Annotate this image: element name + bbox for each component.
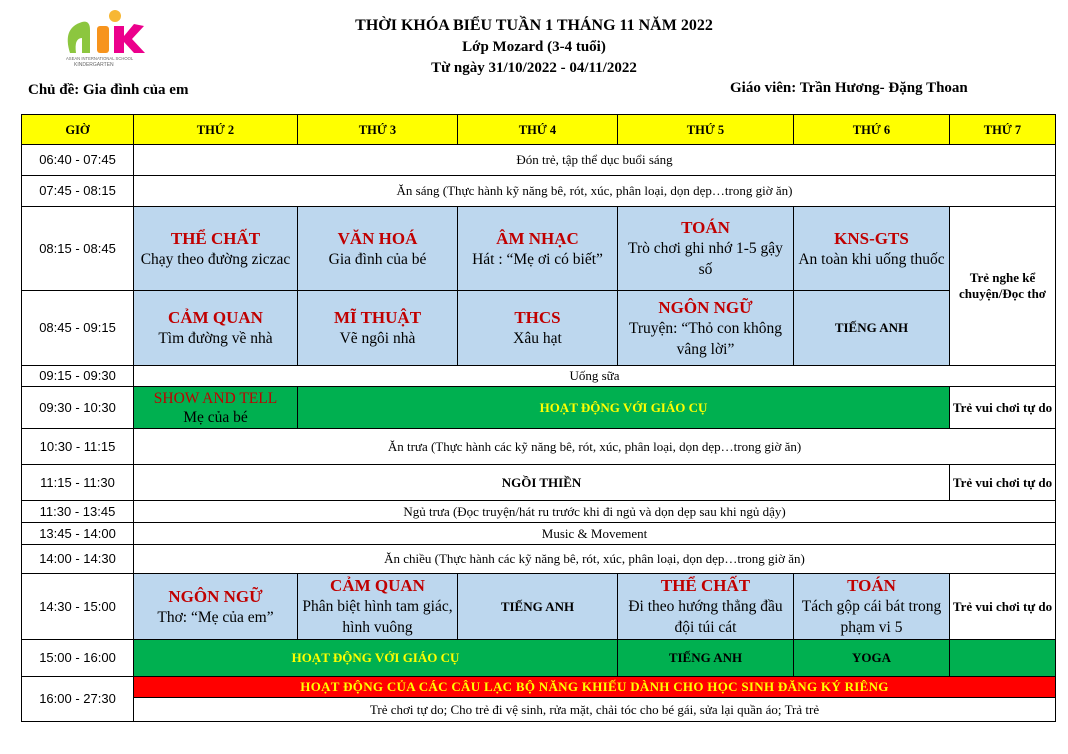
lesson-activity: Đi theo hướng thẳng đầu đội túi cát bbox=[628, 598, 783, 636]
time-cell: 14:00 - 14:30 bbox=[22, 545, 134, 574]
lesson-cell bbox=[618, 291, 794, 366]
activity-cell: Music & Movement bbox=[134, 523, 1056, 545]
lesson-activity: Chạy theo đường ziczac bbox=[140, 250, 291, 268]
time-cell: 07:45 - 08:15 bbox=[22, 176, 134, 207]
subject-title: VĂN HOÁ bbox=[337, 228, 418, 248]
table-row bbox=[22, 574, 1056, 640]
meditation-cell: NGỒI THIỀN bbox=[134, 465, 950, 501]
subject-title: CẢM QUAN bbox=[168, 308, 263, 327]
topic-label: Chủ đề: Gia đình của em bbox=[28, 82, 189, 98]
table-row bbox=[22, 429, 1056, 465]
col-wednesday: THỨ 4 bbox=[458, 115, 618, 145]
english-cell: TIẾNG ANH bbox=[618, 640, 794, 677]
activity-cell: Ăn chiều (Thực hành các kỹ năng bê, rót, xúc, phân loại, dọn dẹp…trong giờ ăn) bbox=[134, 545, 1056, 574]
lesson-activity: Hát : “Mẹ ơi có biết” bbox=[472, 250, 603, 268]
table-row bbox=[22, 387, 1056, 429]
timetable-title: THỜI KHÓA BIỂU TUẦN 1 THÁNG 11 NĂM 2022 bbox=[355, 17, 713, 34]
time-cell: 09:15 - 09:30 bbox=[22, 366, 134, 387]
english-cell: TIẾNG ANH bbox=[794, 291, 950, 366]
subject-title: CẢM QUAN bbox=[330, 576, 425, 595]
lesson-activity: Gia đình của bé bbox=[328, 250, 427, 268]
activity-cell: Ngủ trưa (Đọc truyện/hát ru trước khi đi ngủ và dọn dẹp sau khi ngủ dậy) bbox=[134, 501, 1056, 523]
lesson-activity: Xâu hạt bbox=[513, 330, 562, 347]
time-cell: 11:15 - 11:30 bbox=[22, 465, 134, 501]
time-cell: 10:30 - 11:15 bbox=[22, 429, 134, 465]
saturday-cell bbox=[950, 640, 1056, 677]
header-row bbox=[22, 115, 1056, 145]
time-cell: 16:00 - 27:30 bbox=[22, 677, 134, 722]
date-range: Từ ngày 31/10/2022 - 04/11/2022 bbox=[431, 60, 637, 76]
lesson-cell bbox=[458, 291, 618, 366]
lesson-cell bbox=[794, 574, 950, 640]
time-cell: 15:00 - 16:00 bbox=[22, 640, 134, 677]
table-row bbox=[22, 176, 1056, 207]
subject-title: TOÁN bbox=[847, 576, 896, 595]
col-friday: THỨ 6 bbox=[794, 115, 950, 145]
subject-title: THCS bbox=[514, 308, 561, 327]
timetable bbox=[21, 114, 1056, 722]
saturday-cell: Trẻ vui chơi tự do bbox=[950, 387, 1056, 429]
col-thursday: THỨ 5 bbox=[618, 115, 794, 145]
clubs-banner: HOẠT ĐỘNG CỦA CÁC CÂU LẠC BỘ NĂNG KHIẾU DÀNH CHO HỌC SINH ĐĂNG KÝ RIÊNG bbox=[134, 677, 1056, 698]
table-row bbox=[22, 640, 1056, 677]
lesson-cell bbox=[298, 207, 458, 291]
col-tuesday: THỨ 3 bbox=[298, 115, 458, 145]
lesson-activity: An toàn khi uống thuốc bbox=[798, 250, 945, 268]
show-and-tell-activity: Mẹ của bé bbox=[183, 408, 248, 426]
subject-title: MĨ THUẬT bbox=[333, 308, 422, 327]
lesson-cell bbox=[134, 207, 298, 291]
subject-title: THỂ CHẤT bbox=[660, 576, 751, 595]
saturday-cell: Trẻ nghe kể chuyện/Đọc thơ bbox=[950, 207, 1056, 366]
lesson-cell bbox=[298, 574, 458, 640]
lesson-activity: Trò chơi ghi nhớ 1-5 gậy số bbox=[628, 240, 783, 278]
table-row bbox=[22, 677, 1056, 698]
time-cell: 08:45 - 09:15 bbox=[22, 291, 134, 366]
montessori-cell: HOẠT ĐỘNG VỚI GIÁO CỤ bbox=[134, 640, 618, 677]
lesson-activity: Vẽ ngôi nhà bbox=[339, 330, 416, 347]
activity-cell: Đón trẻ, tập thể dục buổi sáng bbox=[134, 145, 1056, 176]
activity-cell: Ăn sáng (Thực hành kỹ năng bê, rót, xúc, phân loại, dọn dẹp…trong giờ ăn) bbox=[134, 176, 1056, 207]
table-row bbox=[22, 366, 1056, 387]
english-cell: TIẾNG ANH bbox=[458, 574, 618, 640]
subject-title: NGÔN NGỮ bbox=[658, 297, 753, 317]
activity-cell: Ăn trưa (Thực hành các kỹ năng bê, rót, xúc, phân loại, dọn dẹp…trong giờ ăn) bbox=[134, 429, 1056, 465]
lesson-cell bbox=[134, 291, 298, 366]
lesson-cell bbox=[134, 574, 298, 640]
subject-title: TOÁN bbox=[681, 218, 730, 237]
col-monday: THỨ 2 bbox=[134, 115, 298, 145]
time-cell: 13:45 - 14:00 bbox=[22, 523, 134, 545]
time-cell: 08:15 - 08:45 bbox=[22, 207, 134, 291]
montessori-cell: HOẠT ĐỘNG VỚI GIÁO CỤ bbox=[298, 387, 950, 429]
saturday-cell: Trẻ vui chơi tự do bbox=[950, 574, 1056, 640]
table-row bbox=[22, 501, 1056, 523]
lesson-cell bbox=[298, 291, 458, 366]
subject-title: KNS-GTS bbox=[834, 228, 909, 248]
table-row bbox=[22, 545, 1056, 574]
table-row bbox=[22, 207, 1056, 291]
col-saturday: THỨ 7 bbox=[950, 115, 1056, 145]
time-cell: 09:30 - 10:30 bbox=[22, 387, 134, 429]
lesson-cell bbox=[794, 207, 950, 291]
activity-cell: Uống sữa bbox=[134, 366, 1056, 387]
subject-title: NGÔN NGỮ bbox=[168, 586, 263, 606]
lesson-activity: Thơ: “Mẹ của em” bbox=[157, 608, 274, 626]
lesson-cell bbox=[458, 207, 618, 291]
table-row bbox=[22, 291, 1056, 366]
logo-subtext: ASEAN INTERNATIONAL SCHOOL bbox=[66, 56, 134, 61]
saturday-cell: Trẻ vui chơi tự do bbox=[950, 465, 1056, 501]
svg-text:KINDERGARTEN: KINDERGARTEN bbox=[74, 62, 114, 68]
show-and-tell-cell bbox=[134, 387, 298, 429]
table-row bbox=[22, 145, 1056, 176]
lesson-activity: Tách gộp cái bát trong phạm vi 5 bbox=[801, 598, 942, 636]
table-row bbox=[22, 698, 1056, 722]
time-cell: 06:40 - 07:45 bbox=[22, 145, 134, 176]
time-cell: 14:30 - 15:00 bbox=[22, 574, 134, 640]
lesson-cell bbox=[618, 207, 794, 291]
lesson-cell bbox=[618, 574, 794, 640]
time-cell: 11:30 - 13:45 bbox=[22, 501, 134, 523]
teacher-label: Giáo viên: Trần Hương- Đặng Thoan bbox=[730, 80, 968, 96]
show-and-tell-title: SHOW AND TELL bbox=[153, 389, 278, 407]
activity-cell: Trẻ chơi tự do; Cho trẻ đi vệ sinh, rửa mặt, chải tóc cho bé gái, sửa lại quần áo; Trả trẻ bbox=[134, 698, 1056, 722]
class-name: Lớp Mozard (3-4 tuổi) bbox=[462, 39, 606, 55]
lesson-activity: Phân biệt hình tam giác, hình vuông bbox=[302, 598, 453, 636]
table-row bbox=[22, 523, 1056, 545]
yoga-cell: YOGA bbox=[794, 640, 950, 677]
lesson-activity: Truyện: “Thỏ con không vâng lời” bbox=[628, 319, 783, 358]
lesson-activity: Tìm đường về nhà bbox=[158, 330, 273, 347]
col-time: GIỜ bbox=[22, 115, 134, 145]
subject-title: ÂM NHẠC bbox=[496, 228, 579, 248]
subject-title: THỂ CHẤT bbox=[170, 228, 261, 248]
table-row bbox=[22, 465, 1056, 501]
